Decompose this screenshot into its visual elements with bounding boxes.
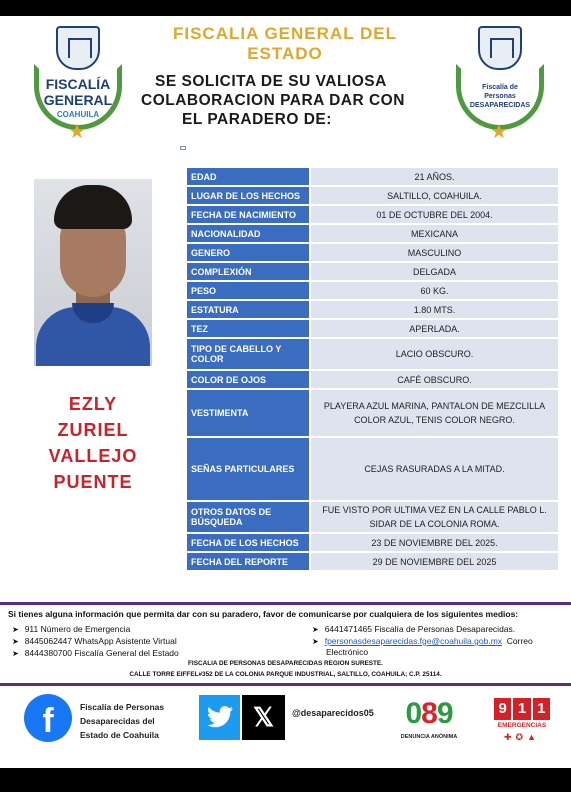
- contact-list-item: [312, 636, 533, 646]
- facebook-icon[interactable]: f: [24, 694, 72, 742]
- seal-text: COAHUILA: [56, 110, 100, 119]
- page-title: ESTADO: [247, 44, 323, 63]
- arrow-bullet-icon: ➤: [312, 637, 319, 646]
- divider: [0, 602, 571, 605]
- social-handle[interactable]: @desaparecidos05: [292, 708, 374, 718]
- arrow-bullet-icon: ➤: [12, 625, 19, 634]
- person-photo: [34, 179, 152, 366]
- table-row: [187, 320, 558, 337]
- emergency-services-icon: ✚✪▲: [504, 732, 540, 742]
- emergency-911-logo: 9 1 1: [494, 698, 550, 720]
- coat-of-arms-icon: [56, 26, 100, 70]
- detail-label: TIPO DE CABELLO Y COLOR: [187, 339, 311, 369]
- email-link[interactable]: fpersonasdesaparecidas.fge@coahuila.gob.mx: [324, 636, 503, 646]
- detail-label: ESTATURA: [187, 301, 311, 318]
- small-mark-icon: [180, 146, 186, 150]
- request-heading: SE SOLICITA DE SU VALIOSA: [155, 73, 387, 90]
- detail-value: LACIO OBSCURO.: [311, 339, 558, 369]
- contact-text: Electrónico: [326, 647, 369, 657]
- detail-label: FECHA DE LOS HECHOS: [187, 534, 311, 551]
- detail-label: FECHA DE NACIMIENTO: [187, 206, 311, 223]
- divider: [0, 683, 571, 686]
- coat-of-arms-icon: [478, 26, 522, 70]
- table-row: [187, 282, 558, 299]
- anon-label: DENUNCIA ANÓNIMA: [400, 734, 458, 740]
- table-row: [187, 187, 558, 204]
- photo-hair: [54, 185, 132, 229]
- twitter-bird-icon: [207, 706, 233, 728]
- contact-text: 8445062447 WhatsApp Asistente Virtual: [24, 636, 177, 646]
- table-row: [187, 534, 558, 551]
- contact-text: 8444380700 Fiscalía General del Estado: [24, 648, 179, 658]
- table-row: [187, 225, 558, 242]
- contact-text: 911 Número de Emergencia: [24, 624, 131, 634]
- request-heading: EL PARADERO DE:: [182, 111, 332, 128]
- table-row: [187, 390, 558, 436]
- seal-text: Personas: [484, 93, 516, 100]
- detail-label: PESO: [187, 282, 311, 299]
- person-name: VALLEJO: [48, 446, 138, 466]
- detail-value: CEJAS RASURADAS A LA MITAD.: [311, 438, 558, 500]
- seal-text: DESAPARECIDAS: [469, 102, 531, 109]
- detail-label: FECHA DEL REPORTE: [187, 553, 311, 570]
- details-table: [187, 166, 558, 572]
- fiscalia-general-seal: [30, 24, 126, 142]
- seal-text: GENERAL: [43, 92, 113, 108]
- facebook-page-name: Fiscalía de Personas: [80, 702, 165, 712]
- facebook-page-name: Desaparecidas del: [80, 716, 155, 726]
- address-text: CALLE TORRE EIFFEL#352 DE LA COLONIA PARQUE INDUSTRIAL, SALTILLO, COAHUILA; C.P. 25114.: [129, 671, 442, 678]
- facebook-page-name: Estado de Coahuila: [80, 730, 159, 740]
- table-row: [187, 339, 558, 369]
- detail-label: NACIONALIDAD: [187, 225, 311, 242]
- detail-value: 29 DE NOVIEMBRE DEL 2025: [311, 553, 558, 570]
- detail-value: CAFÉ OBSCURO.: [311, 371, 558, 388]
- detail-value: APERLADA.: [311, 320, 558, 337]
- table-row: [187, 206, 558, 223]
- twitter-icon[interactable]: [199, 695, 240, 740]
- table-row: [187, 301, 558, 318]
- denuncia-089-logo: 089: [405, 697, 453, 730]
- detail-value: 01 DE OCTUBRE DEL 2004.: [311, 206, 558, 223]
- contact-list-item: [12, 624, 130, 634]
- star-icon: ★: [68, 121, 86, 143]
- contact-list-item: [312, 624, 515, 634]
- x-icon[interactable]: 𝕏: [242, 695, 285, 740]
- request-heading: COLABORACION PARA DAR CON: [141, 92, 405, 109]
- detail-value: 60 KG.: [311, 282, 558, 299]
- table-row: [187, 371, 558, 388]
- detail-label: COMPLEXIÓN: [187, 263, 311, 280]
- contact-list-item: [12, 648, 179, 658]
- arrow-bullet-icon: ➤: [12, 649, 19, 658]
- detail-value: SALTILLO, COAHUILA.: [311, 187, 558, 204]
- contact-text: Correo: [506, 636, 533, 646]
- detail-label: OTROS DATOS DE BÚSQUEDA: [187, 502, 311, 532]
- detail-label: GENERO: [187, 244, 311, 261]
- table-row: [187, 263, 558, 280]
- table-row: [187, 553, 558, 570]
- detail-value: MEXICANA: [311, 225, 558, 242]
- table-row: [187, 438, 558, 500]
- detail-label: LUGAR DE LOS HECHOS: [187, 187, 311, 204]
- person-name: PUENTE: [53, 472, 133, 492]
- detail-value: 21 AÑOS.: [311, 168, 558, 185]
- detail-label: EDAD: [187, 168, 311, 185]
- seal-text: FISCALÍA: [45, 76, 111, 92]
- detail-value: MASCULINO: [311, 244, 558, 261]
- detail-label: VESTIMENTA: [187, 390, 311, 436]
- seal-text: Fiscalía de: [482, 84, 518, 91]
- table-row: [187, 244, 558, 261]
- arrow-bullet-icon: ➤: [312, 625, 319, 634]
- person-name: EZLY: [68, 394, 118, 414]
- detail-value: DELGADA: [311, 263, 558, 280]
- detail-value: PLAYERA AZUL MARINA, PANTALON DE MEZCLILLA COLOR AZUL, TENIS COLOR NEGRO.: [311, 390, 558, 436]
- detail-value: FUE VISTO POR ULTIMA VEZ EN LA CALLE PABLO L. SIDAR DE LA COLONIA ROMA.: [311, 502, 558, 532]
- detail-value: 1.80 MTS.: [311, 301, 558, 318]
- contact-text: 6441471465 Fiscalía de Personas Desaparecidas.: [324, 624, 516, 634]
- detail-label: TEZ: [187, 320, 311, 337]
- page-title: FISCALIA GENERAL DEL: [172, 24, 397, 43]
- contact-list-item: [12, 636, 177, 646]
- detail-value: 23 DE NOVIEMBRE DEL 2025.: [311, 534, 558, 551]
- person-name: ZURIEL: [57, 420, 129, 440]
- star-icon: ★: [490, 121, 508, 143]
- arrow-bullet-icon: ➤: [12, 637, 19, 646]
- table-row: [187, 168, 558, 185]
- missing-person-poster: [0, 16, 571, 768]
- emergency-label: EMERGENCIAS: [497, 722, 547, 729]
- detail-label: COLOR DE OJOS: [187, 371, 311, 388]
- detail-label: SEÑAS PARTICULARES: [187, 438, 311, 500]
- contact-heading: Si tienes alguna información que permita dar con su paradero, favor de comunicarse por cualquiera de los siguientes medios:: [8, 609, 519, 619]
- table-row: [187, 502, 558, 532]
- address-text: FISCALIA DE PERSONAS DESAPARECIDAS REGION SURESTE.: [188, 660, 383, 667]
